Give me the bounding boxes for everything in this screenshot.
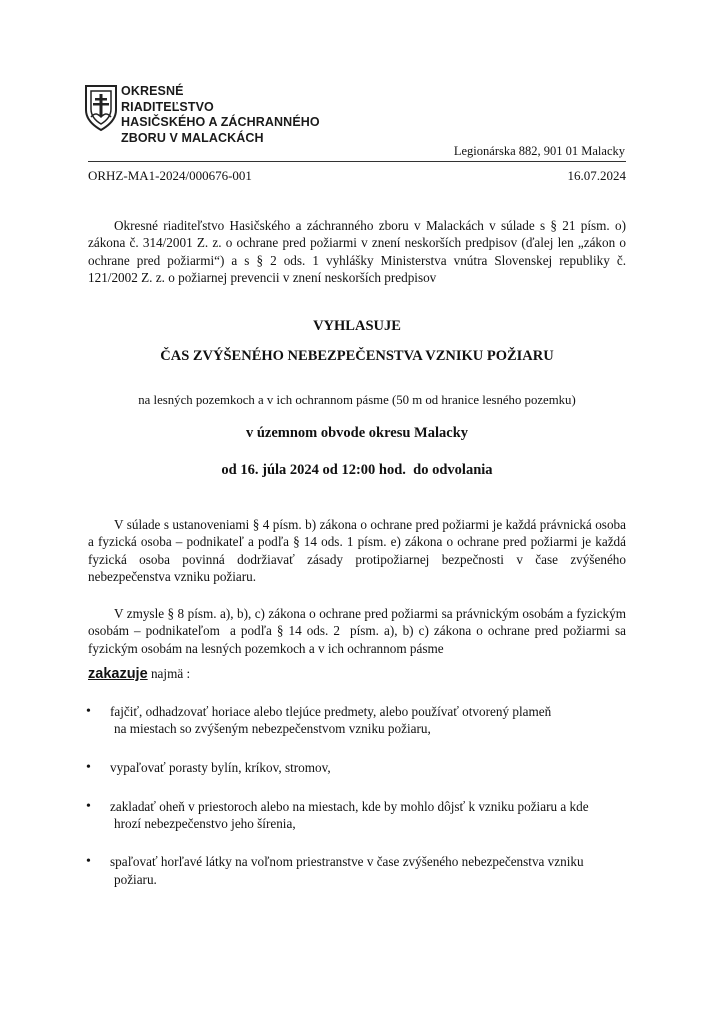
list-item	[88, 759, 626, 776]
intro-paragraph: Okresné riaditeľstvo Hasičského a záchranného zboru v Malackách v súlade s § 21 písm. o) zákona č. 314/2001 Z. z. o ochrane pred požiarmi v znení neskorších predpisov (ďalej len „zákon o ochrane pred požiarmi“) a s § 2 ods. 1 vyhlášky Ministerstva vnútra Slovenskej republiky č. 121/2002 Z. z. o požiarnej prevencii v znení neskorších predpisov	[88, 218, 626, 285]
prohibition-line	[88, 666, 190, 682]
list-item	[88, 703, 626, 738]
org-line: HASIČSKÉHO A ZÁCHRANNÉHO	[121, 115, 320, 129]
list-item-continuation: požiaru.	[114, 871, 157, 887]
list-item-text: zakladať oheň v priestoroch alebo na miestach, kde by mohlo dôjsť k vzniku požiaru a kde	[110, 798, 589, 814]
org-line: ZBORU V MALACKÁCH	[121, 130, 264, 145]
list-item-text: spaľovať horľavé látky na voľnom priestranstve v čase zvýšeného nebezpečenstva vzniku	[110, 854, 584, 870]
announcement-scope: na lesných pozemkoch a v ich ochrannom pásme (50 m od hranice lesného pozemku)	[138, 393, 576, 407]
prohibition-list	[88, 703, 626, 888]
organization-name	[121, 84, 320, 146]
coat-of-arms-icon	[84, 84, 118, 132]
org-address: Legionárska 882, 901 01 Malacky	[453, 144, 625, 158]
declaration-heading: VYHLASUJE	[313, 318, 401, 334]
list-item-text: fajčiť, odhadzovať horiace alebo tlejúce predmety, alebo používať otvorený plameň	[110, 704, 552, 719]
org-line: RIADITEĽSTVO	[121, 99, 214, 114]
announcement-district: v územnom obvode okresu Malacky	[245, 425, 469, 441]
list-item	[88, 853, 626, 888]
announcement-title: ČAS ZVÝŠENÉHO NEBEZPEČENSTVA VZNIKU POŽIARU	[160, 348, 554, 364]
prohibition-suffix: najmä :	[147, 666, 191, 681]
reference-line	[88, 168, 626, 184]
obligation-paragraph: V súlade s ustanoveniami § 4 písm. b) zákona o ochrane pred požiarmi je každá právnická osoba a fyzická osoba – podnikateľ a podľa § 14 ods. 1 písm. e) zákona o ochrane pred požiarmi je každá fyzická osoba povinná dodržiavať zásady protipožiarnej bezpečnosti v čase zvýšeného nebezpečenstva vzniku požiaru.	[88, 517, 626, 584]
org-line: OKRESNÉ	[121, 84, 184, 98]
list-item-continuation: na miestach so zvýšeným nebezpečenstvom vzniku požiaru,	[114, 721, 431, 737]
announcement-period: od 16. júla 2024 od 12:00 hod. do odvolania	[221, 462, 493, 478]
list-item-continuation: hrozí nebezpečenstvo jeho šírenia,	[114, 816, 296, 832]
prohibition-keyword: zakazuje	[88, 666, 148, 682]
document-date: 16.07.2024	[567, 168, 626, 183]
prohibition-intro-paragraph: V zmysle § 8 písm. a), b), c) zákona o ochrane pred požiarmi sa právnickým osobám a fyzickým osobám – podnikateľom a podľa § 14 ods. 2 písm. a), b) c) zákona o ochrane pred požiarmi sa fyzickým osobám na lesných pozemkoch a v ich ochrannom pásme	[88, 606, 630, 656]
header-divider	[88, 161, 626, 162]
list-item	[88, 798, 626, 833]
reference-number: ORHZ-MA1-2024/000676-001	[88, 168, 252, 183]
list-item-text: vypaľovať porasty bylín, kríkov, stromov,	[110, 759, 331, 775]
